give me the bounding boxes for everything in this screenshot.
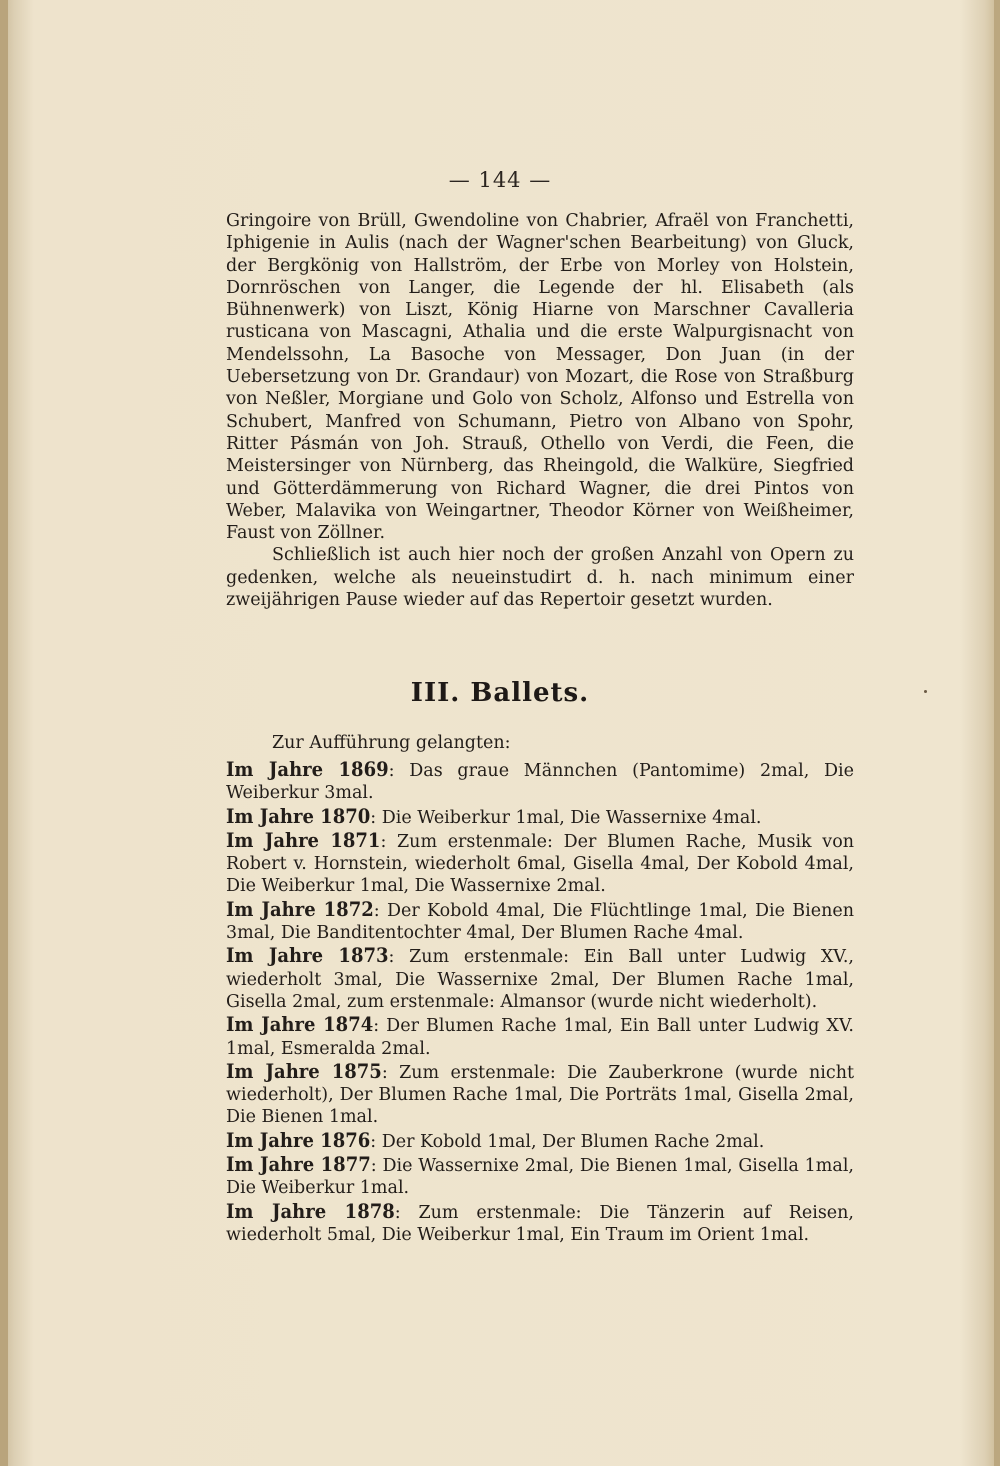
year-entry <box>226 898 854 945</box>
paragraph-neueinstudirt: Schließlich ist auch hier noch der großen Anzahl von Opern zu gedenken, welche als neueinstudirt d. h. nach minimum einer zweijährigen Pause wieder auf das Repertoir gesetzt wurden. <box>226 545 854 611</box>
year-label: Im Jahre 1877 <box>226 1152 371 1177</box>
page-edge-right <box>994 0 1000 1466</box>
year-label: Im Jahre 1870 <box>226 803 371 828</box>
year-entry-text: : Zum erstenmale: Der Blumen Rache, Musik von Robert v. Hornstein, wiederholt 6mal, Gisella 4mal, Der Kobold 4mal, Die Weiberkur 1mal, Die Wassernixe 2mal. <box>226 831 855 897</box>
year-entry <box>226 829 854 898</box>
paper-speck <box>924 690 927 693</box>
section-intro: Zur Aufführung gelangten: <box>272 733 511 753</box>
year-entry-text: : Zum erstenmale: Ein Ball unter Ludwig XV., wiederholt 3mal, Die Wassernixe 2mal, Der Blumen Rache 1mal, Gisella 2mal, zum erstenmale: Almansor (wurde nicht wiederholt). <box>226 947 854 1012</box>
section-heading: III. Ballets. <box>410 678 590 708</box>
year-entry-text: : Der Kobold 1mal, Der Blumen Rache 2mal. <box>370 1131 765 1152</box>
year-entry <box>226 1129 854 1153</box>
year-entry <box>226 1060 854 1129</box>
year-entry-text: : Der Blumen Rache 1mal, Ein Ball unter Ludwig XV. 1mal, Esmeralda 2mal. <box>226 1016 854 1059</box>
page-number: — 144 — <box>448 168 552 192</box>
year-label: Im Jahre 1878 <box>226 1198 395 1223</box>
page-edge-left <box>0 0 8 1466</box>
year-label: Im Jahre 1874 <box>226 1012 374 1037</box>
year-entry-text: : Zum erstenmale: Die Tänzerin auf Reisen, wiederholt 5mal, Die Weiberkur 1mal, Ein Traum im Orient 1mal. <box>226 1202 854 1245</box>
year-entry-text: : Der Kobold 4mal, Die Flüchtlinge 1mal, Die Bienen 3mal, Die Banditentochter 4mal, Der Blumen Rache 4mal. <box>226 900 855 944</box>
year-entry <box>226 1153 854 1200</box>
year-entry <box>226 944 854 1013</box>
year-entry <box>226 1200 854 1247</box>
year-entry <box>226 805 854 829</box>
year-label: Im Jahre 1871 <box>226 827 381 852</box>
year-label: Im Jahre 1873 <box>226 943 389 968</box>
year-entry-text: : Die Weiberkur 1mal, Die Wassernixe 4mal. <box>370 807 762 828</box>
year-entry-text: : Zum erstenmale: Die Zauberkrone (wurde nicht wiederholt), Der Blumen Rache 1mal, Die Porträts 1mal, Gisella 2mal, Die Bienen 1mal. <box>226 1062 855 1128</box>
year-entry <box>226 1013 854 1060</box>
year-label: Im Jahre 1872 <box>226 896 374 921</box>
year-label: Im Jahre 1875 <box>226 1058 382 1083</box>
body-text <box>226 210 854 611</box>
year-entry <box>226 758 854 805</box>
year-label: Im Jahre 1869 <box>226 757 389 781</box>
year-entry-text: : Das graue Männchen (Pantomime) 2mal, Die Weiberkur 3mal. <box>226 761 854 804</box>
year-label: Im Jahre 1876 <box>226 1127 371 1152</box>
year-entry-text: : Die Wassernixe 2mal, Die Bienen 1mal, Gisella 1mal, Die Weiberkur 1mal. <box>226 1156 854 1199</box>
ballet-year-list <box>226 758 854 1246</box>
paragraph-opera-list: Gringoire von Brüll, Gwendoline von Chabrier, Afraël von Franchetti, Iphigenie in Aulis (nach der Wagner'schen Bearbeitung) von Gluck, der Bergkönig von Hallström, der Erbe von Morley von Holstein, Dornröschen von Langer, die Legende der hl. Elisabeth (als Bühnenwerk) von Liszt, König Hiarne von Marschner Cavalleria rusticana von Mascagni, Athalia und die erste Walpurgisnacht von Mendelssohn, La Basoche von Messager, Don Juan (in der Uebersetzung von Dr. Grandaur) von Mozart, die Rose von Straßburg von Neßler, Morgiane und Golo von Scholz, Alfonso und Estrella von Schubert, Manfred von Schumann, Pietro von Albano von Spohr, Ritter Pásmán von Joh. Strauß, Othello von Verdi, die Feen, die Meistersinger von Nürnberg, das Rheingold, die Walküre, Siegfried und Götterdämmerung von Richard Wagner, die drei Pintos von Weber, Malavika von Weingartner, Theodor Körner von Weißheimer, Faust von Zöllner. <box>226 211 854 544</box>
